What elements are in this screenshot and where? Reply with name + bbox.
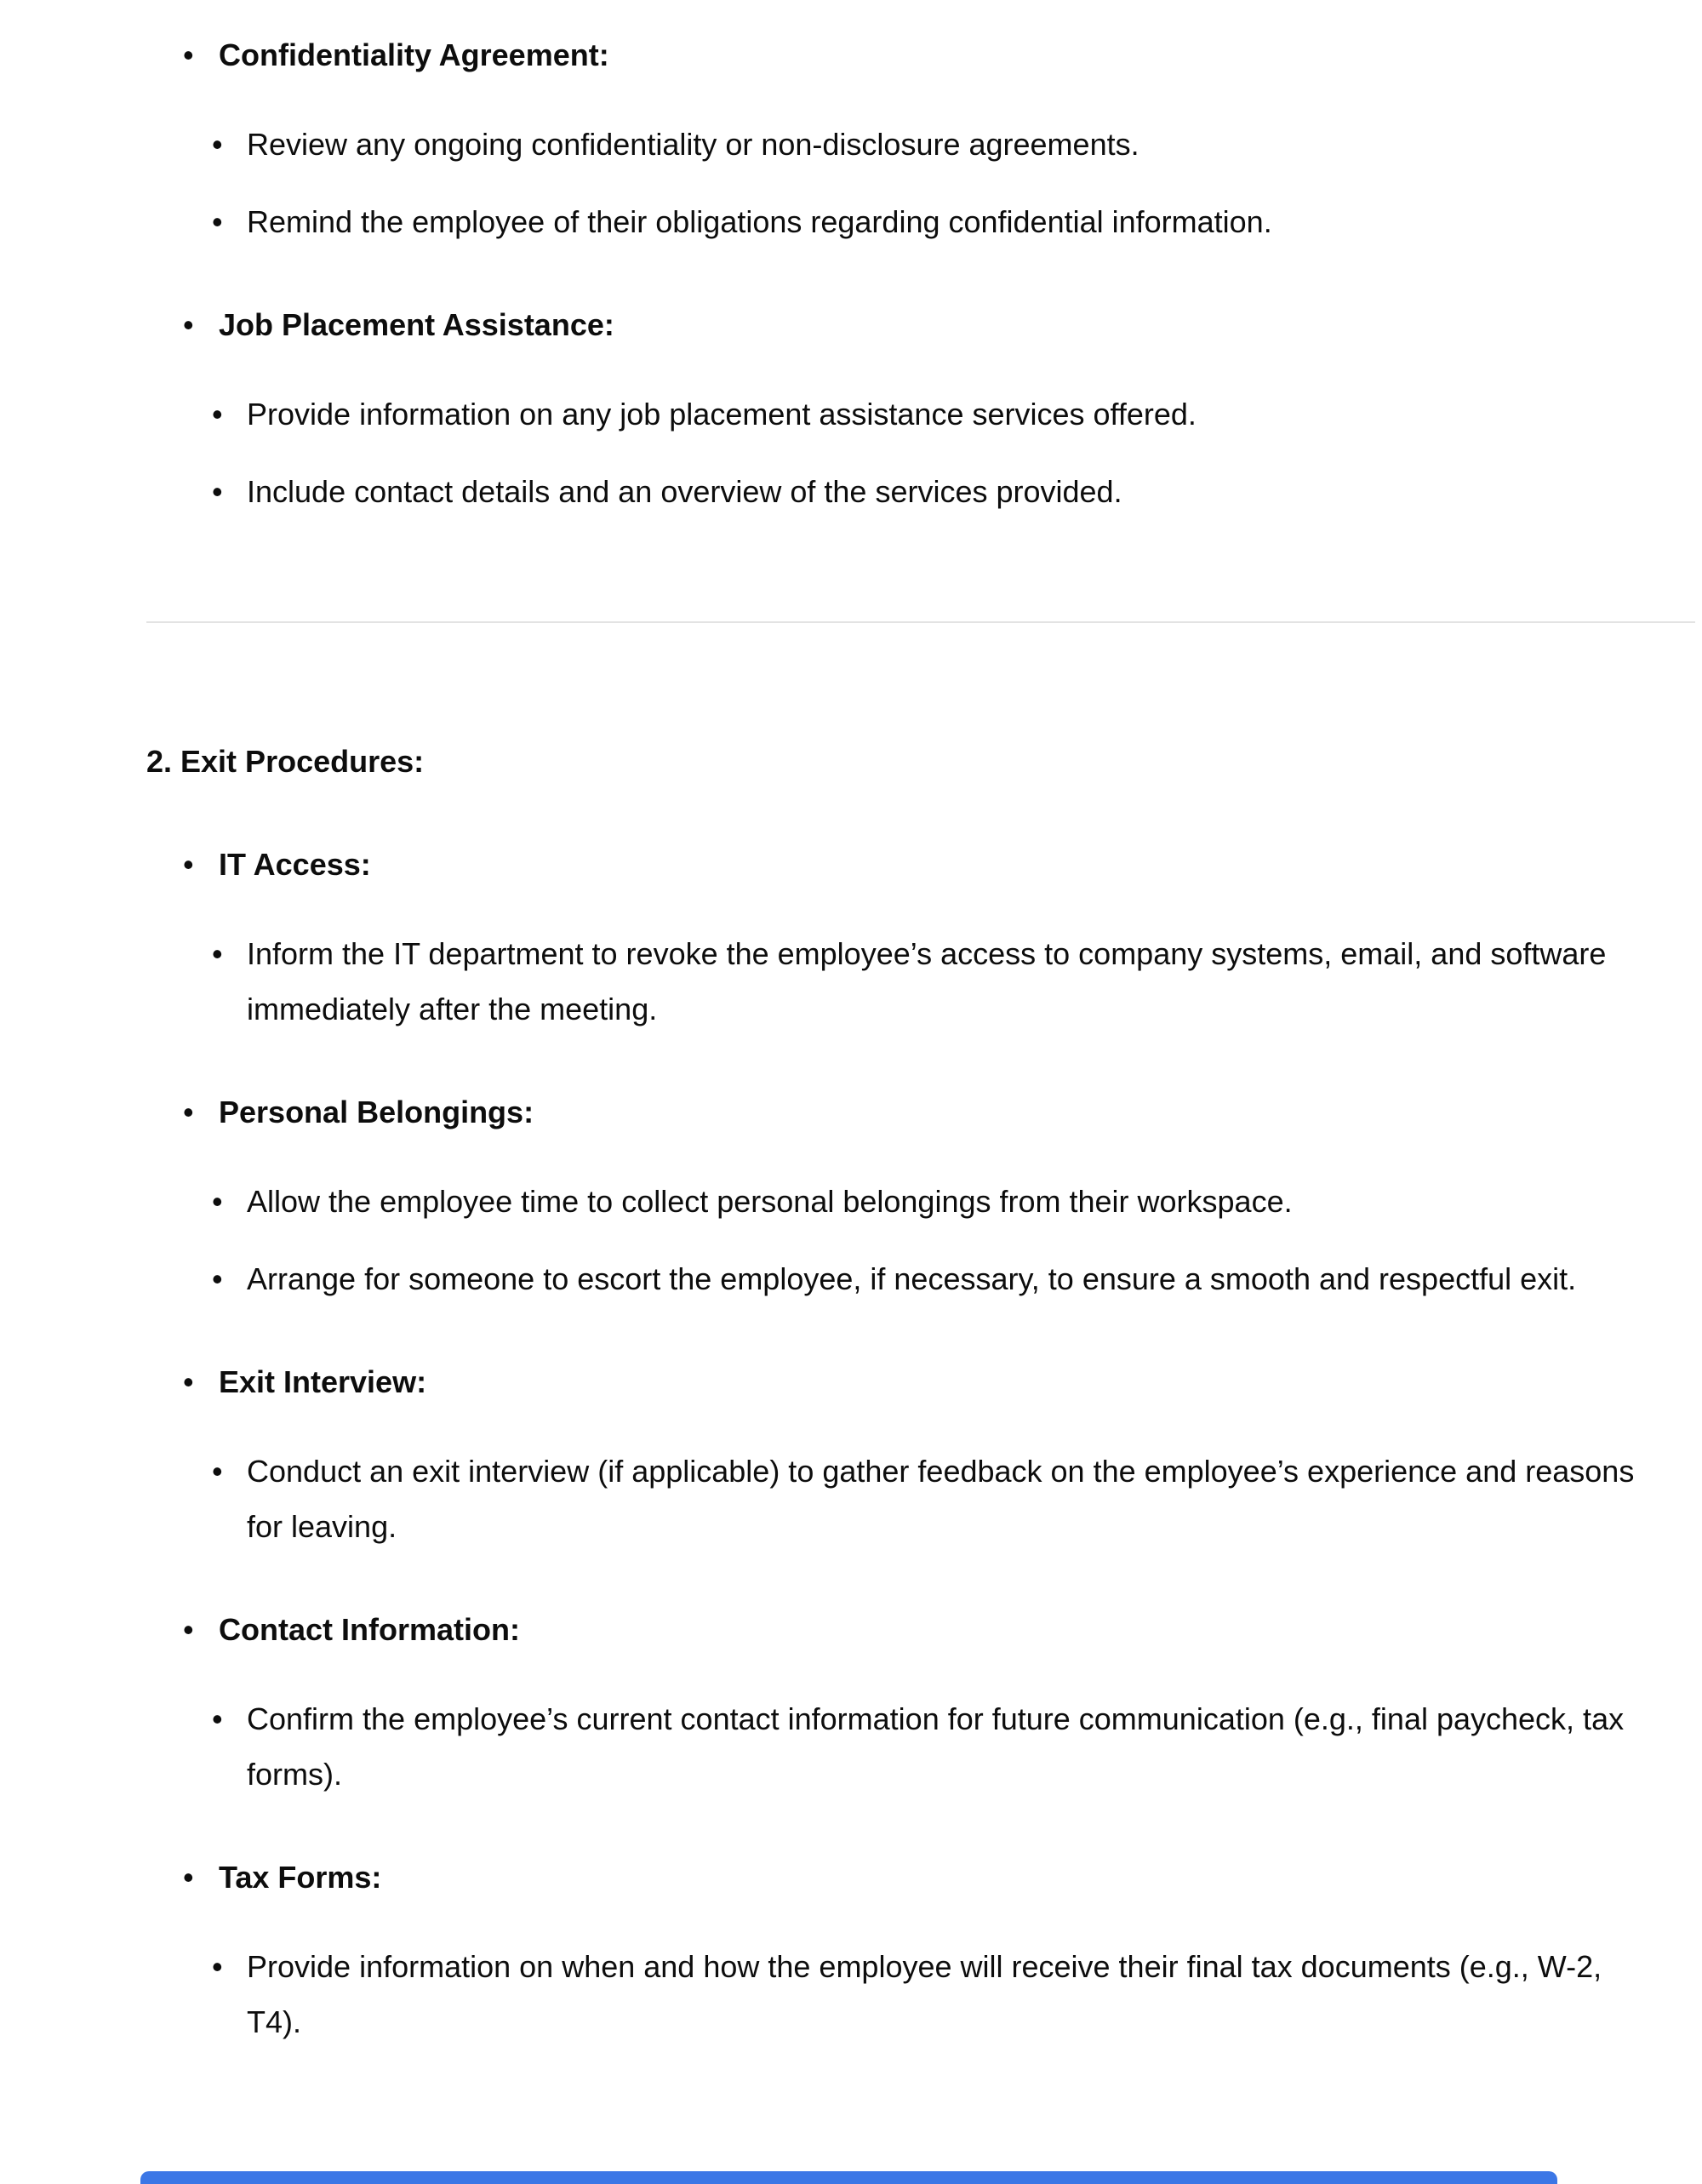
list-item-personal-belongings [176, 1084, 1674, 1140]
bullet-icon: • [212, 1949, 223, 1984]
list-item-label: Contact Information: [219, 1612, 520, 1647]
sub-list-wrapper [176, 1691, 1674, 1802]
bullet-icon: • [212, 474, 223, 509]
list-item-exit-interview [176, 1354, 1674, 1409]
sub-list-item-text: Allow the employee time to collect personal belongings from their workspace. [247, 1184, 1293, 1219]
bullet-icon: • [212, 1701, 223, 1736]
list-item-confidentiality-agreement [176, 27, 1674, 83]
sub-list-item [202, 1691, 1659, 1802]
list-item-label: Tax Forms: [219, 1860, 382, 1895]
list-item-contact-information [176, 1602, 1674, 1657]
list-item-label: Confidentiality Agreement: [219, 37, 609, 72]
bullet-icon: • [212, 1454, 223, 1489]
sub-list-item [202, 1939, 1659, 2050]
sub-list-item [202, 926, 1659, 1037]
bullet-icon: • [183, 1095, 194, 1129]
sub-list-item-text: Provide information on when and how the employee will receive their final tax documents (e.g., W-2, T4). [247, 1949, 1602, 2039]
sub-list-item-text: Remind the employee of their obligations regarding confidential information. [247, 204, 1272, 239]
sub-list-item [202, 1174, 1659, 1229]
bullet-icon: • [183, 37, 194, 72]
sub-list-item-text: Include contact details and an overview of the services provided. [247, 474, 1122, 509]
sub-list-item-text: Review any ongoing confidentiality or non-disclosure agreements. [247, 127, 1139, 162]
bullet-icon: • [212, 1261, 223, 1296]
sub-list [176, 1939, 1674, 2050]
list-item-label: Personal Belongings: [219, 1095, 534, 1129]
list-item-tax-forms [176, 1850, 1674, 1905]
bullet-icon: • [212, 397, 223, 432]
sub-list [176, 1691, 1674, 1802]
bullet-icon: • [183, 307, 194, 342]
sub-list-item-text: Inform the IT department to revoke the employee’s access to company systems, email, and software immediately after the meeting. [247, 936, 1607, 1026]
bullet-icon: • [212, 936, 223, 971]
sub-list-item [202, 1251, 1659, 1306]
sub-list-item-text: Confirm the employee’s current contact information for future communication (e.g., final paycheck, tax forms). [247, 1701, 1625, 1792]
bullet-icon: • [212, 127, 223, 162]
sub-list [176, 1444, 1674, 1554]
bullet-icon: • [183, 1860, 194, 1895]
sub-list [176, 386, 1674, 519]
list-item-label: IT Access: [219, 847, 371, 882]
partial-blue-element[interactable] [140, 2171, 1557, 2184]
bullet-icon: • [183, 1612, 194, 1647]
list-item-it-access [176, 837, 1674, 892]
list-item-label: Exit Interview: [219, 1364, 427, 1399]
sub-list-wrapper [176, 1174, 1674, 1306]
sub-list-wrapper [176, 1444, 1674, 1554]
sub-list-item-text: Arrange for someone to escort the employee, if necessary, to ensure a smooth and respectful exit. [247, 1261, 1577, 1296]
sub-list-item [202, 117, 1659, 172]
section-heading-exit-procedures: 2. Exit Procedures: [146, 744, 425, 779]
bullet-list-section2 [0, 837, 1702, 2050]
sub-list-item-text: Provide information on any job placement assistance services offered. [247, 397, 1197, 432]
bullet-icon: • [183, 1364, 194, 1399]
sub-list-item [202, 386, 1659, 442]
list-item-label: Job Placement Assistance: [219, 307, 614, 342]
bullet-icon: • [212, 204, 223, 239]
sub-list-wrapper [176, 386, 1674, 519]
bullet-list-section1 [0, 27, 1702, 519]
sub-list [176, 117, 1674, 249]
sub-list-item [202, 194, 1659, 249]
sub-list-item [202, 464, 1659, 519]
sub-list-wrapper [176, 117, 1674, 249]
sub-list-wrapper [176, 1939, 1674, 2050]
sub-list-item [202, 1444, 1659, 1554]
bullet-icon: • [183, 847, 194, 882]
sub-list-wrapper [176, 926, 1674, 1037]
sub-list [176, 926, 1674, 1037]
sub-list [176, 1174, 1674, 1306]
list-item-job-placement-assistance [176, 297, 1674, 352]
bullet-icon: • [212, 1184, 223, 1219]
sub-list-item-text: Conduct an exit interview (if applicable) to gather feedback on the employee’s experience and reasons for leaving. [247, 1454, 1635, 1544]
section-divider [146, 621, 1695, 623]
